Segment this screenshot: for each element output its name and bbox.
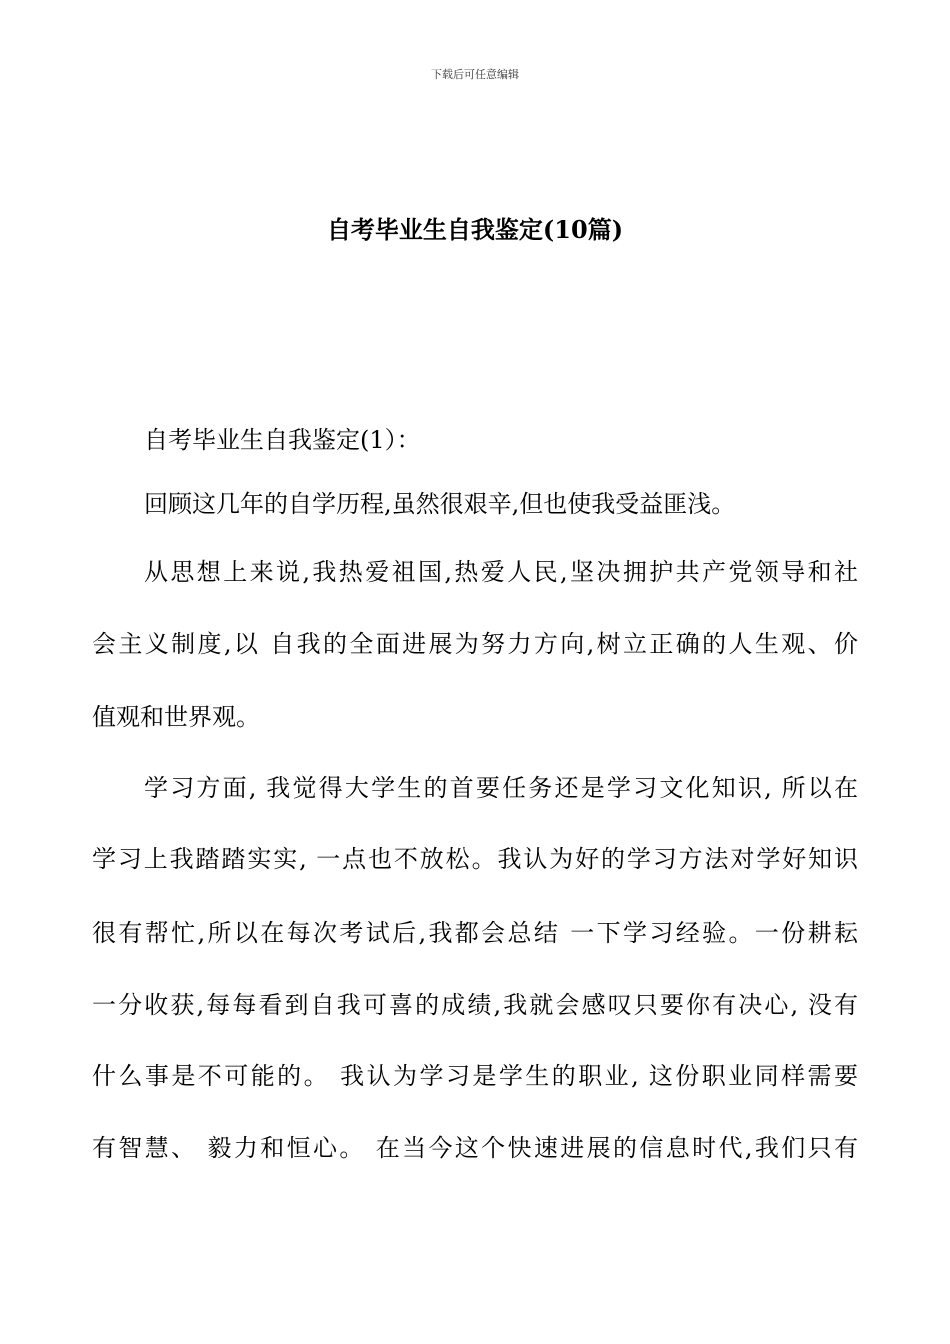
paragraph-line: 会主义制度,以 自我的全面进展为努力方向,树立正确的人生观、价 <box>92 630 858 658</box>
page-header: 下载后可任意编辑 <box>431 68 519 81</box>
paragraph-line: 从思想上来说,我热爱祖国,热爱人民,坚决拥护共产党领导和社 <box>144 558 858 586</box>
paragraph-line: 回顾这几年的自学历程,虽然很艰辛,但也使我受益匪浅。 <box>144 490 736 518</box>
paragraph-line: 很有帮忙,所以在每次考试后,我都会总结 一下学习经验。一份耕耘 <box>92 919 858 947</box>
paragraph-line: 一分收获,每每看到自我可喜的成绩,我就会感叹只要你有决心, 没有 <box>92 991 858 1019</box>
document-title: 自考毕业生自我鉴定(10篇) <box>326 215 624 244</box>
paragraph-line: 有智慧、 毅力和恒心。 在当今这个快速进展的信息时代,我们只有 <box>92 1134 858 1162</box>
paragraph-line: 什么事是不可能的。 我认为学习是学生的职业, 这份职业同样需要 <box>92 1062 858 1090</box>
paragraph-line: 值观和世界观。 <box>92 703 260 731</box>
section-heading: 自考毕业生自我鉴定(1）： <box>144 426 421 454</box>
paragraph-line: 学习方面, 我觉得大学生的首要任务还是学习文化知识, 所以在 <box>144 774 858 802</box>
paragraph-line: 学习上我踏踏实实, 一点也不放松。我认为好的学习方法对学好知识 <box>92 845 858 873</box>
